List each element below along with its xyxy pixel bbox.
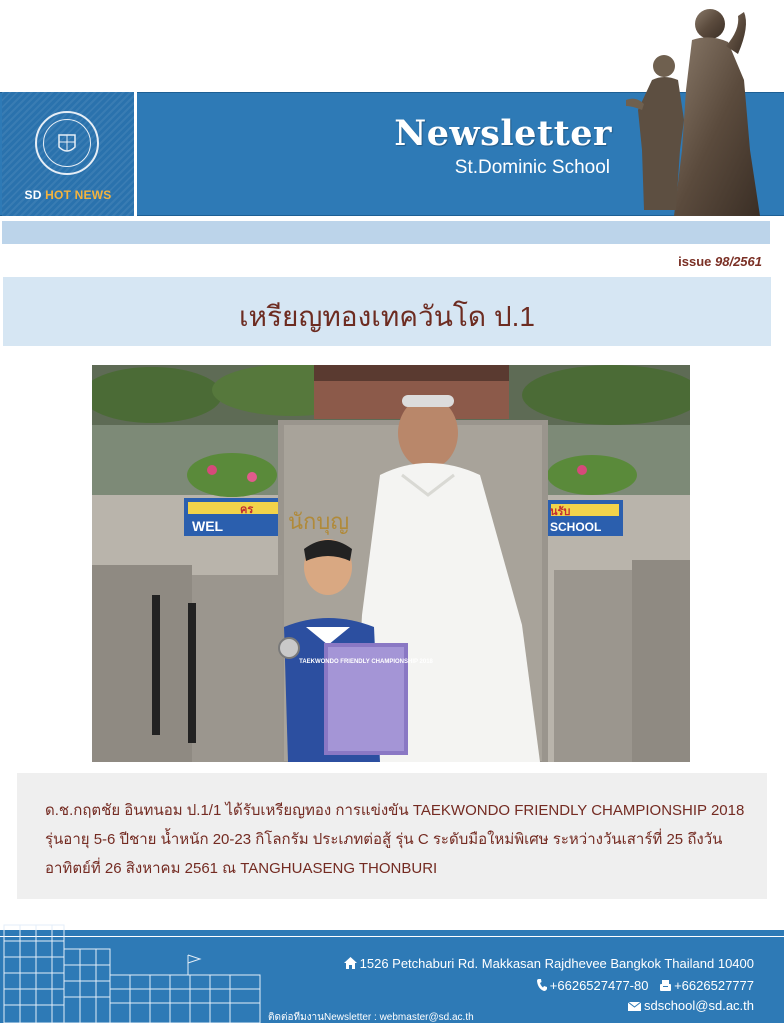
article-headline: เหรียญทองเทควันโด ป.1 <box>238 301 536 332</box>
newsletter-title: Newsletter <box>394 113 612 154</box>
school-name: St.Dominic School <box>454 157 610 178</box>
footer-phones <box>537 978 754 993</box>
certificate-title: TAEKWONDO FRIENDLY CHAMPIONSHIP 2018 <box>299 659 433 665</box>
badge-prefix: SD <box>24 188 42 202</box>
email-link[interactable]: sdschool@sd.ac.th <box>643 998 754 1013</box>
wall-text: นักบุญ <box>288 509 350 534</box>
article-caption: ด.ช.กฤตชัย อินทนอม ป.1/1 ได้รับเหรียญทอง การแข่งขัน TAEKWONDO FRIENDLY CHAMPIONSHIP 2018 รุ่นอายุ 5-6 ปีชาย น้ำหนัก 20-23 กิโลกรัม ประเภทต่อสู้ รุ่น C ระดับมือใหม่พิเศษ ระหว่างวันเสาร์ที่ 25 ถึงวันอาทิตย์ที่ 26 สิงหาคม 2561 ณ TANGHUASENG THONBURI <box>45 802 745 877</box>
fax-text[interactable]: +6626527777 <box>674 978 754 993</box>
hot-news-badge <box>2 92 137 216</box>
issue-value: 98/2561 <box>715 254 762 269</box>
footer-contact[interactable]: ติดต่อทีมงานNewsletter : webmaster@sd.ac.th <box>268 1012 474 1023</box>
phone-icon <box>537 979 547 991</box>
hot-news-label <box>2 188 134 202</box>
banner-left-text: WEL <box>192 518 224 534</box>
header-subband <box>2 221 770 244</box>
school-building-drawing <box>0 915 270 1023</box>
footer-address <box>344 956 754 971</box>
school-seal-icon <box>35 111 99 175</box>
mail-icon <box>628 1002 641 1011</box>
caption-box <box>17 773 767 899</box>
phone-text[interactable]: +6626527477-80 <box>549 978 649 993</box>
banner-right-top-text: นรับ <box>550 506 571 518</box>
fax-icon <box>660 980 671 991</box>
issue-label: issue <box>678 254 712 269</box>
address-text: 1526 Petchaburi Rd. Makkasan Rajdhevee Bangkok Thailand 10400 <box>359 956 754 971</box>
statue-image <box>622 0 784 216</box>
home-icon <box>344 957 357 969</box>
badge-suffix: HOT NEWS <box>45 188 112 202</box>
banner-left-top-text: คร <box>240 504 254 516</box>
article-photo <box>92 365 690 762</box>
footer-email <box>628 998 754 1013</box>
issue-number <box>678 254 762 269</box>
banner-right-text: SCHOOL <box>550 520 602 534</box>
headline-box <box>3 277 771 346</box>
